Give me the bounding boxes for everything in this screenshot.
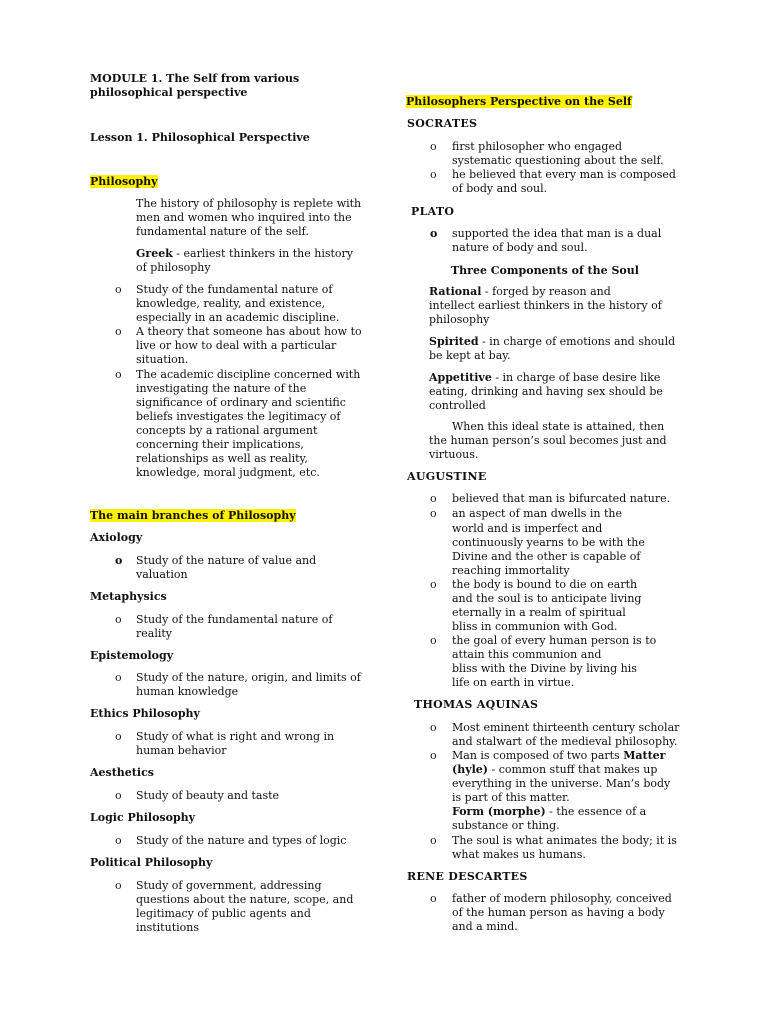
lesson-title: Lesson 1. Philosophical Perspective [90, 131, 310, 144]
module-title-line-2: philosophical perspective [90, 86, 248, 99]
political-line-4: institutions [136, 921, 199, 934]
appetitive-term: Appetitive [429, 371, 492, 384]
rational-text: - forged by reason and [481, 285, 611, 298]
def-3-line-7: relationships as well as reality, [136, 452, 308, 465]
def-2-line-2: live or how to deal with a particular [136, 339, 337, 352]
political-line-1: Study of government, addressing [136, 879, 322, 892]
bullet: o [430, 634, 437, 647]
bullet: o [430, 140, 437, 153]
branch-epistemology: Epistemology [90, 649, 174, 662]
appetitive-definition [429, 371, 660, 385]
descartes-1-line-3: and a mind. [452, 920, 518, 933]
branch-axiology: Axiology [90, 531, 143, 544]
soul-components-heading: Three Components of the Soul [451, 264, 639, 277]
augustine-3-line-1: the body is bound to die on earth [452, 578, 638, 591]
philosophy-heading-text: Philosophy [90, 175, 158, 188]
bullet: o [430, 892, 437, 905]
ideal-line-1: When this ideal state is attained, then [452, 420, 665, 433]
aquinas-2-line-5 [452, 805, 646, 819]
plato-1-line-1: supported the idea that man is a dual [452, 227, 662, 240]
metaphysics-line-1: Study of the fundamental nature of [136, 613, 333, 626]
def-2-line-3: situation. [136, 353, 189, 366]
augustine-4-line-4: life on earth in virtue. [452, 676, 575, 689]
spirited-term: Spirited [429, 335, 479, 348]
def-3-line-3: significance of ordinary and scientific [136, 396, 346, 409]
socrates-2-line-1: he believed that every man is composed [452, 168, 676, 181]
appetitive-line-3: controlled [429, 399, 486, 412]
descartes-1-line-2: of the human person as having a body [452, 906, 665, 919]
module-title-line-1: MODULE 1. The Self from various [90, 72, 300, 85]
def-3-line-1: The academic discipline concerned with [136, 368, 361, 381]
bullet: o [115, 283, 122, 296]
metaphysics-line-2: reality [136, 627, 172, 640]
spirited-text: - in charge of emotions and should [478, 335, 676, 348]
branch-political: Political Philosophy [90, 856, 213, 869]
ideal-line-2: the human person’s soul becomes just and [429, 434, 667, 447]
branch-metaphysics: Metaphysics [90, 590, 167, 603]
ethics-line-1: Study of what is right and wrong in [136, 730, 335, 743]
augustine-2-line-5: reaching immortality [452, 564, 570, 577]
matter-term: Matter [623, 749, 666, 762]
logic-line-1: Study of the nature and types of logic [136, 834, 347, 847]
rational-line-3: philosophy [429, 313, 490, 326]
philosophy-heading [90, 175, 158, 189]
rational-term: Rational [429, 285, 482, 298]
bullet: o [430, 721, 437, 734]
bullet: o [430, 578, 437, 591]
socrates-heading: SOCRATES [407, 117, 478, 130]
def-2-line-1: A theory that someone has about how to [136, 325, 362, 338]
socrates-1-line-2: systematic questioning about the self. [452, 154, 664, 167]
form-term: Form (morphe) [452, 805, 546, 818]
bullet: o [115, 879, 122, 892]
branches-heading-text: The main branches of Philosophy [90, 509, 296, 522]
axiology-line-1: Study of the nature of value and [136, 554, 317, 567]
rational-definition [429, 285, 611, 299]
aquinas-2-line-2 [452, 763, 657, 777]
bullet: o [430, 492, 437, 505]
bullet: o [430, 749, 437, 762]
aquinas-2-line-4: is part of this matter. [452, 791, 570, 804]
intro-line-3: fundamental nature of the self. [136, 225, 309, 238]
intro-line-2: men and women who inquired into the [136, 211, 352, 224]
augustine-2-line-2: world and is imperfect and [452, 522, 603, 535]
bullet: o [430, 507, 437, 520]
aquinas-3-line-2: what makes us humans. [452, 848, 586, 861]
branches-heading [90, 509, 296, 523]
bullet: o [430, 168, 437, 181]
def-1-line-2: knowledge, reality, and existence, [136, 297, 326, 310]
appetitive-text: - in charge of base desire like [491, 371, 661, 384]
aquinas-2-text: Man is composed of two parts [452, 749, 624, 762]
aquinas-2-form-text: - the essence of a [545, 805, 647, 818]
greek-def-text: - earliest thinkers in the history [172, 247, 354, 260]
def-3-line-6: concerning their implications, [136, 438, 304, 451]
rational-line-2: intellect earliest thinkers in the history of [429, 299, 662, 312]
greek-def-line-2: of philosophy [136, 261, 211, 274]
bullet: o [115, 671, 122, 684]
aquinas-2-line-3: everything in the universe. Man’s body [452, 777, 671, 790]
aquinas-2-line-1 [452, 749, 665, 763]
bullet: o [115, 730, 122, 743]
plato-heading: PLATO [411, 205, 455, 218]
bullet: o [115, 554, 123, 567]
bullet: o [115, 368, 122, 381]
def-1-line-3: especially in an academic discipline. [136, 311, 340, 324]
perspective-heading-text: Philosophers Perspective on the Self [406, 95, 632, 108]
def-3-line-8: knowledge, moral judgment, etc. [136, 466, 320, 479]
aquinas-heading: THOMAS AQUINAS [414, 698, 539, 711]
bullet: o [115, 325, 122, 338]
branch-aesthetics: Aesthetics [90, 766, 154, 779]
bullet: o [115, 834, 122, 847]
political-line-3: legitimacy of public agents and [136, 907, 311, 920]
spirited-definition [429, 335, 675, 349]
augustine-2-line-1: an aspect of man dwells in the [452, 507, 622, 520]
augustine-3-line-2: and the soul is to anticipate living [452, 592, 642, 605]
aquinas-2-hyle-text: - common stuff that makes up [487, 763, 658, 776]
augustine-2-line-3: continuously yearns to be with the [452, 536, 645, 549]
bullet: o [115, 613, 122, 626]
hyle-term: (hyle) [452, 763, 488, 776]
intro-line-1: The history of philosophy is replete with [136, 197, 362, 210]
aesthetics-line-1: Study of beauty and taste [136, 789, 280, 802]
plato-1-line-2: nature of body and soul. [452, 241, 588, 254]
epistemology-line-1: Study of the nature, origin, and limits of [136, 671, 361, 684]
bullet: o [430, 834, 437, 847]
socrates-2-line-2: of body and soul. [452, 182, 548, 195]
def-1-line-1: Study of the fundamental nature of [136, 283, 333, 296]
def-3-line-2: investigating the nature of the [136, 382, 307, 395]
epistemology-line-2: human knowledge [136, 685, 239, 698]
augustine-4-line-2: attain this communion and [452, 648, 602, 661]
augustine-4-line-3: bliss with the Divine by living his [452, 662, 637, 675]
augustine-3-line-4: bliss in communion with God. [452, 620, 618, 633]
ideal-line-3: virtuous. [429, 448, 479, 461]
augustine-heading: AUGUSTINE [407, 470, 487, 483]
greek-definition [136, 247, 353, 261]
socrates-1-line-1: first philosopher who engaged [452, 140, 623, 153]
political-line-2: questions about the nature, scope, and [136, 893, 354, 906]
descartes-heading: RENE DESCARTES [407, 870, 528, 883]
def-3-line-4: beliefs investigates the legitimacy of [136, 410, 341, 423]
aquinas-2-line-6: substance or thing. [452, 819, 560, 832]
aquinas-1-line-2: and stalwart of the medieval philosophy. [452, 735, 678, 748]
augustine-1-line-1: believed that man is bifurcated nature. [452, 492, 671, 505]
ethics-line-2: human behavior [136, 744, 227, 757]
augustine-4-line-1: the goal of every human person is to [452, 634, 657, 647]
branch-ethics: Ethics Philosophy [90, 707, 200, 720]
appetitive-line-2: eating, drinking and having sex should be [429, 385, 663, 398]
spirited-line-2: be kept at bay. [429, 349, 511, 362]
aquinas-3-line-1: The soul is what animates the body; it is [452, 834, 677, 847]
augustine-3-line-3: eternally in a realm of spiritual [452, 606, 626, 619]
perspective-heading [406, 95, 632, 109]
bullet: o [115, 789, 122, 802]
augustine-2-line-4: Divine and the other is capable of [452, 550, 641, 563]
greek-term: Greek [136, 247, 173, 260]
def-3-line-5: concepts by a rational argument [136, 424, 318, 437]
descartes-1-line-1: father of modern philosophy, conceived [452, 892, 672, 905]
bullet: o [430, 227, 438, 240]
branch-logic: Logic Philosophy [90, 811, 196, 824]
axiology-line-2: valuation [136, 568, 188, 581]
aquinas-1-line-1: Most eminent thirteenth century scholar [452, 721, 680, 734]
